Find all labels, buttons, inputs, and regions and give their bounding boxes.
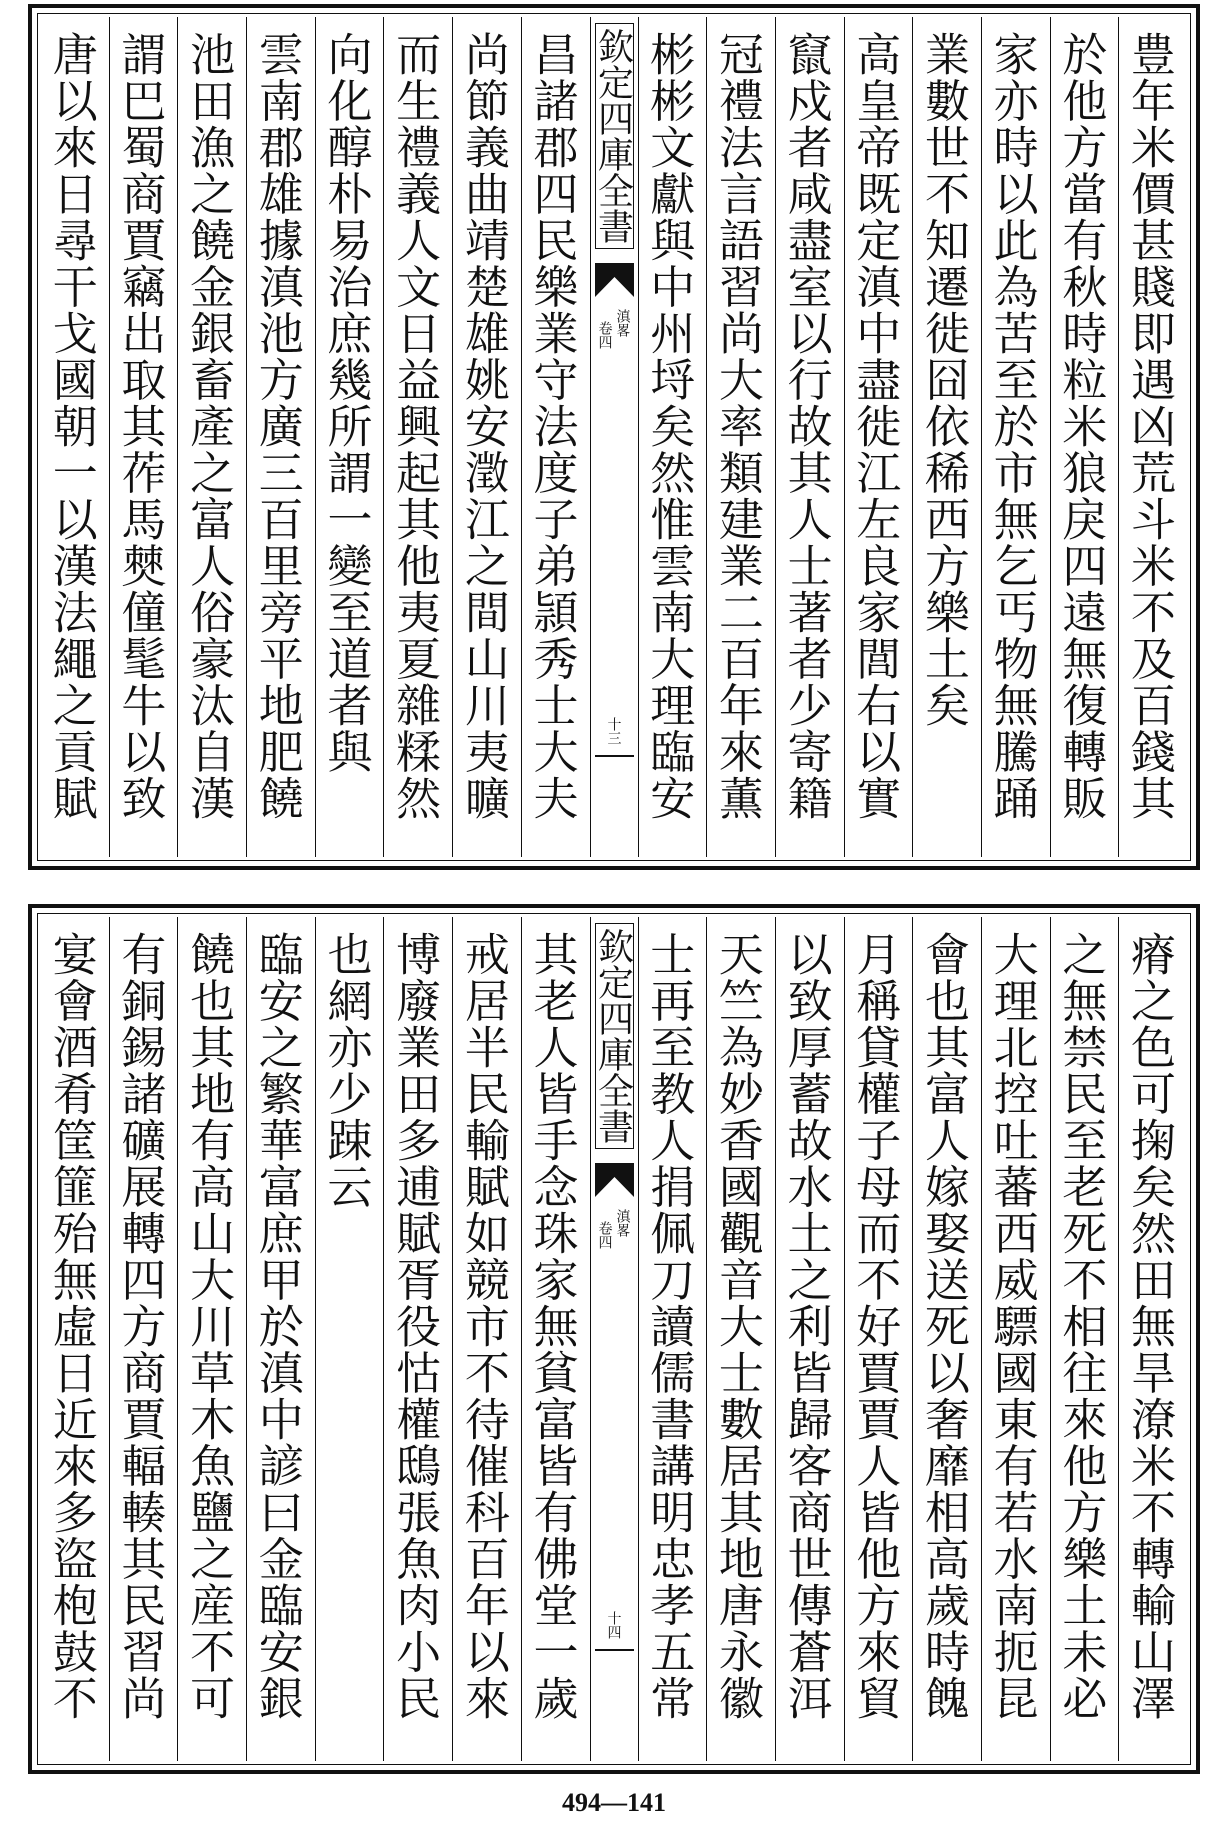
text-column: 月稱貸權子母而不好賈賈人皆他方來貿: [844, 917, 913, 1761]
text-column: 唐以來日尋干戈國朝一以漢法繩之貢賦: [44, 31, 98, 822]
header-title: 欽定四庫全書: [595, 23, 634, 249]
text-column: 彬彬文獻與中州埒矣然惟雲南大理臨安: [638, 17, 707, 857]
text-column: 高皇帝既定滇中盡徙江左良家閭右以實: [844, 17, 913, 857]
text-column: 尚節義曲靖楚雄姚安澂江之間山川夷曠: [452, 17, 521, 857]
text-column: 有銅錫諸礦展轉四方商賈輻輳其民習尚: [109, 917, 178, 1761]
text-column: 臨安之繁華富庶甲於滇中諺曰金臨安銀: [246, 917, 315, 1761]
text-column: 之無禁民至老死不相往來他方樂土未必: [1050, 917, 1119, 1761]
page-number-footer: 494—141: [562, 1788, 666, 1817]
text-column: 而生禮義人文日益興起其他夷夏雜糅然: [383, 17, 452, 857]
text-column: 大理北控吐蕃西威驃國東有若水南扼昆: [981, 917, 1050, 1761]
header-title: 欽定四庫全書: [595, 923, 634, 1149]
center-fold: [590, 17, 638, 857]
fishtail-icon: [595, 263, 634, 297]
text-column: 業數世不知遷徙囧依稀西方樂土矣: [912, 17, 981, 857]
chapter-label: 滇畧: [614, 1209, 631, 1237]
fold-rule: [595, 1649, 634, 1651]
lower-page: [28, 904, 1200, 1774]
text-column: 饒也其地有高山大川草木魚鹽之産不可: [177, 917, 246, 1761]
text-column: 戒居半民輸賦如競市不待催科百年以來: [452, 917, 521, 1761]
text-column: 宴會酒肴筐篚殆無虛日近來多盜枹鼓不: [44, 931, 98, 1722]
text-column: 向化醇朴易治庶幾所謂一變至道者與: [315, 17, 384, 857]
text-column: 瘠之色可掬矣然田無旱潦米不轉輸山澤: [1118, 917, 1187, 1761]
text-column: 雲南郡雄據滇池方廣三百里旁平地肥饒: [246, 17, 315, 857]
text-column: 家亦時以此為苦至於市無乞丐物無騰踊: [981, 17, 1050, 857]
fold-rule: [595, 755, 634, 757]
column-grid: [41, 917, 1187, 1761]
text-column: 以致厚蓄故水土之利皆歸客商世傳蒼洱: [775, 917, 844, 1761]
text-column: 會也其富人嫁娶送死以奢靡相高歲時餽: [912, 917, 981, 1761]
text-column: 其老人皆手念珠家無貧富皆有佛堂一歲: [521, 917, 590, 1761]
text-column: 於他方當有秋時粒米狼戾四遠無復轉販: [1050, 17, 1119, 857]
leaf-number: 十四: [605, 1611, 622, 1639]
text-column: 也網亦少踈云: [315, 917, 384, 1761]
text-column: 豊年米價甚賤即遇凶荒斗米不及百錢其: [1118, 17, 1187, 857]
text-column: 士再至教人捐佩刀讀儒書講明忠孝五常: [638, 917, 707, 1761]
volume-label: 卷四: [596, 321, 613, 349]
volume-label: 卷四: [596, 1221, 613, 1249]
text-column: 昌諸郡四民樂業守法度子弟頴秀士大夫: [521, 17, 590, 857]
text-column: 竄戍者咸盡室以行故其人士著者少寄籍: [775, 17, 844, 857]
column-grid: [41, 17, 1187, 857]
text-column: 謂巴蜀商賈竊出取其莋馬僰僮髦牛以致: [109, 17, 178, 857]
leaf-number: 十三: [605, 717, 622, 745]
text-column: 冠禮法言語習尚大率類建業二百年來薫: [706, 17, 775, 857]
upper-page: [28, 4, 1200, 870]
fishtail-icon: [595, 1163, 634, 1197]
text-column: 天竺為妙香國觀音大士數居其地唐永徽: [706, 917, 775, 1761]
center-fold: [590, 917, 638, 1761]
text-column: 博廢業田多逋賦胥役怙權鴟張魚肉小民: [383, 917, 452, 1761]
chapter-label: 滇畧: [614, 309, 631, 337]
text-column: 池田漁之饒金銀畜產之富人俗豪汰自漢: [177, 17, 246, 857]
